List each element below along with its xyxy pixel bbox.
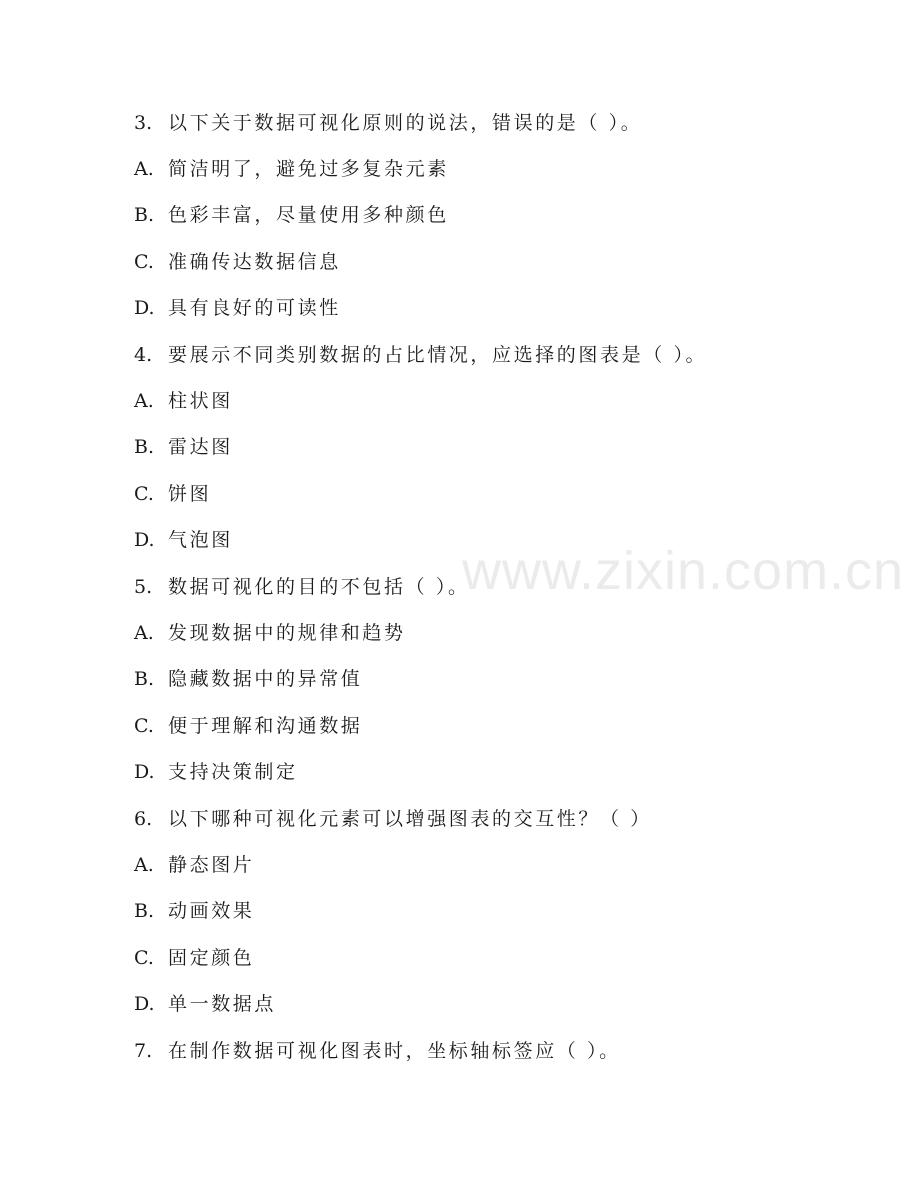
question-3-option-d [134, 293, 341, 323]
option-label: C. [134, 947, 154, 969]
question-6-stem [134, 804, 652, 834]
option-text: 气泡图 [168, 529, 233, 551]
option-label: A. [134, 390, 154, 412]
question-4-option-d [134, 525, 233, 555]
option-label: D. [134, 761, 155, 783]
question-7-stem [134, 1036, 621, 1066]
question-4-option-b [134, 432, 233, 462]
question-3-stem [134, 108, 642, 138]
option-text: 便于理解和沟通数据 [168, 715, 363, 737]
question-5-option-b [134, 664, 362, 694]
option-label: D. [134, 529, 155, 551]
question-3-option-a [134, 154, 449, 184]
question-4-option-a [134, 386, 233, 416]
question-5-option-c [134, 711, 362, 741]
question-5-stem [134, 572, 470, 602]
option-label: C. [134, 251, 154, 273]
question-number: 5. [134, 576, 153, 598]
option-label: D. [134, 993, 155, 1015]
option-text: 隐藏数据中的异常值 [168, 668, 363, 690]
option-text: 动画效果 [168, 900, 255, 922]
question-4-stem [134, 340, 707, 370]
question-3-option-c [134, 247, 341, 277]
option-text: 具有良好的可读性 [168, 297, 341, 319]
question-6-option-b [134, 896, 254, 926]
option-text: 固定颜色 [168, 947, 255, 969]
option-text: 支持决策制定 [168, 761, 298, 783]
option-label: A. [134, 622, 154, 644]
option-label: C. [134, 715, 154, 737]
question-5-option-d [134, 757, 298, 787]
watermark: www.zixin.com.cn [462, 541, 905, 601]
option-label: A. [134, 158, 154, 180]
question-5-option-a [134, 618, 406, 648]
option-text: 单一数据点 [168, 993, 277, 1015]
option-text: 色彩丰富，尽量使用多种颜色 [168, 204, 449, 226]
option-label: B. [134, 204, 155, 226]
question-number: 7. [134, 1040, 153, 1062]
option-text: 柱状图 [168, 390, 233, 412]
option-text: 雷达图 [168, 436, 233, 458]
option-text: 准确传达数据信息 [168, 251, 341, 273]
option-text: 静态图片 [168, 854, 255, 876]
question-text: 以下哪种可视化元素可以增强图表的交互性？（ ） [168, 808, 652, 830]
question-text: 要展示不同类别数据的占比情况，应选择的图表是（ ）。 [168, 344, 708, 366]
question-number: 3. [134, 112, 153, 134]
question-6-option-c [134, 943, 254, 973]
option-label: B. [134, 900, 155, 922]
question-number: 4. [134, 344, 153, 366]
option-label: A. [134, 854, 154, 876]
option-text: 饼图 [168, 483, 212, 505]
question-text: 以下关于数据可视化原则的说法，错误的是（ ）。 [168, 112, 643, 134]
question-text: 数据可视化的目的不包括（ ）。 [168, 576, 470, 598]
option-label: C. [134, 483, 154, 505]
question-text: 在制作数据可视化图表时，坐标轴标签应（ ）。 [168, 1040, 621, 1062]
option-label: B. [134, 436, 155, 458]
question-6-option-a [134, 850, 254, 880]
question-6-option-d [134, 989, 276, 1019]
question-3-option-b [134, 200, 449, 230]
question-4-option-c [134, 479, 211, 509]
option-text: 发现数据中的规律和趋势 [168, 622, 406, 644]
option-label: D. [134, 297, 155, 319]
option-text: 简洁明了，避免过多复杂元素 [168, 158, 449, 180]
question-number: 6. [134, 808, 153, 830]
option-label: B. [134, 668, 155, 690]
